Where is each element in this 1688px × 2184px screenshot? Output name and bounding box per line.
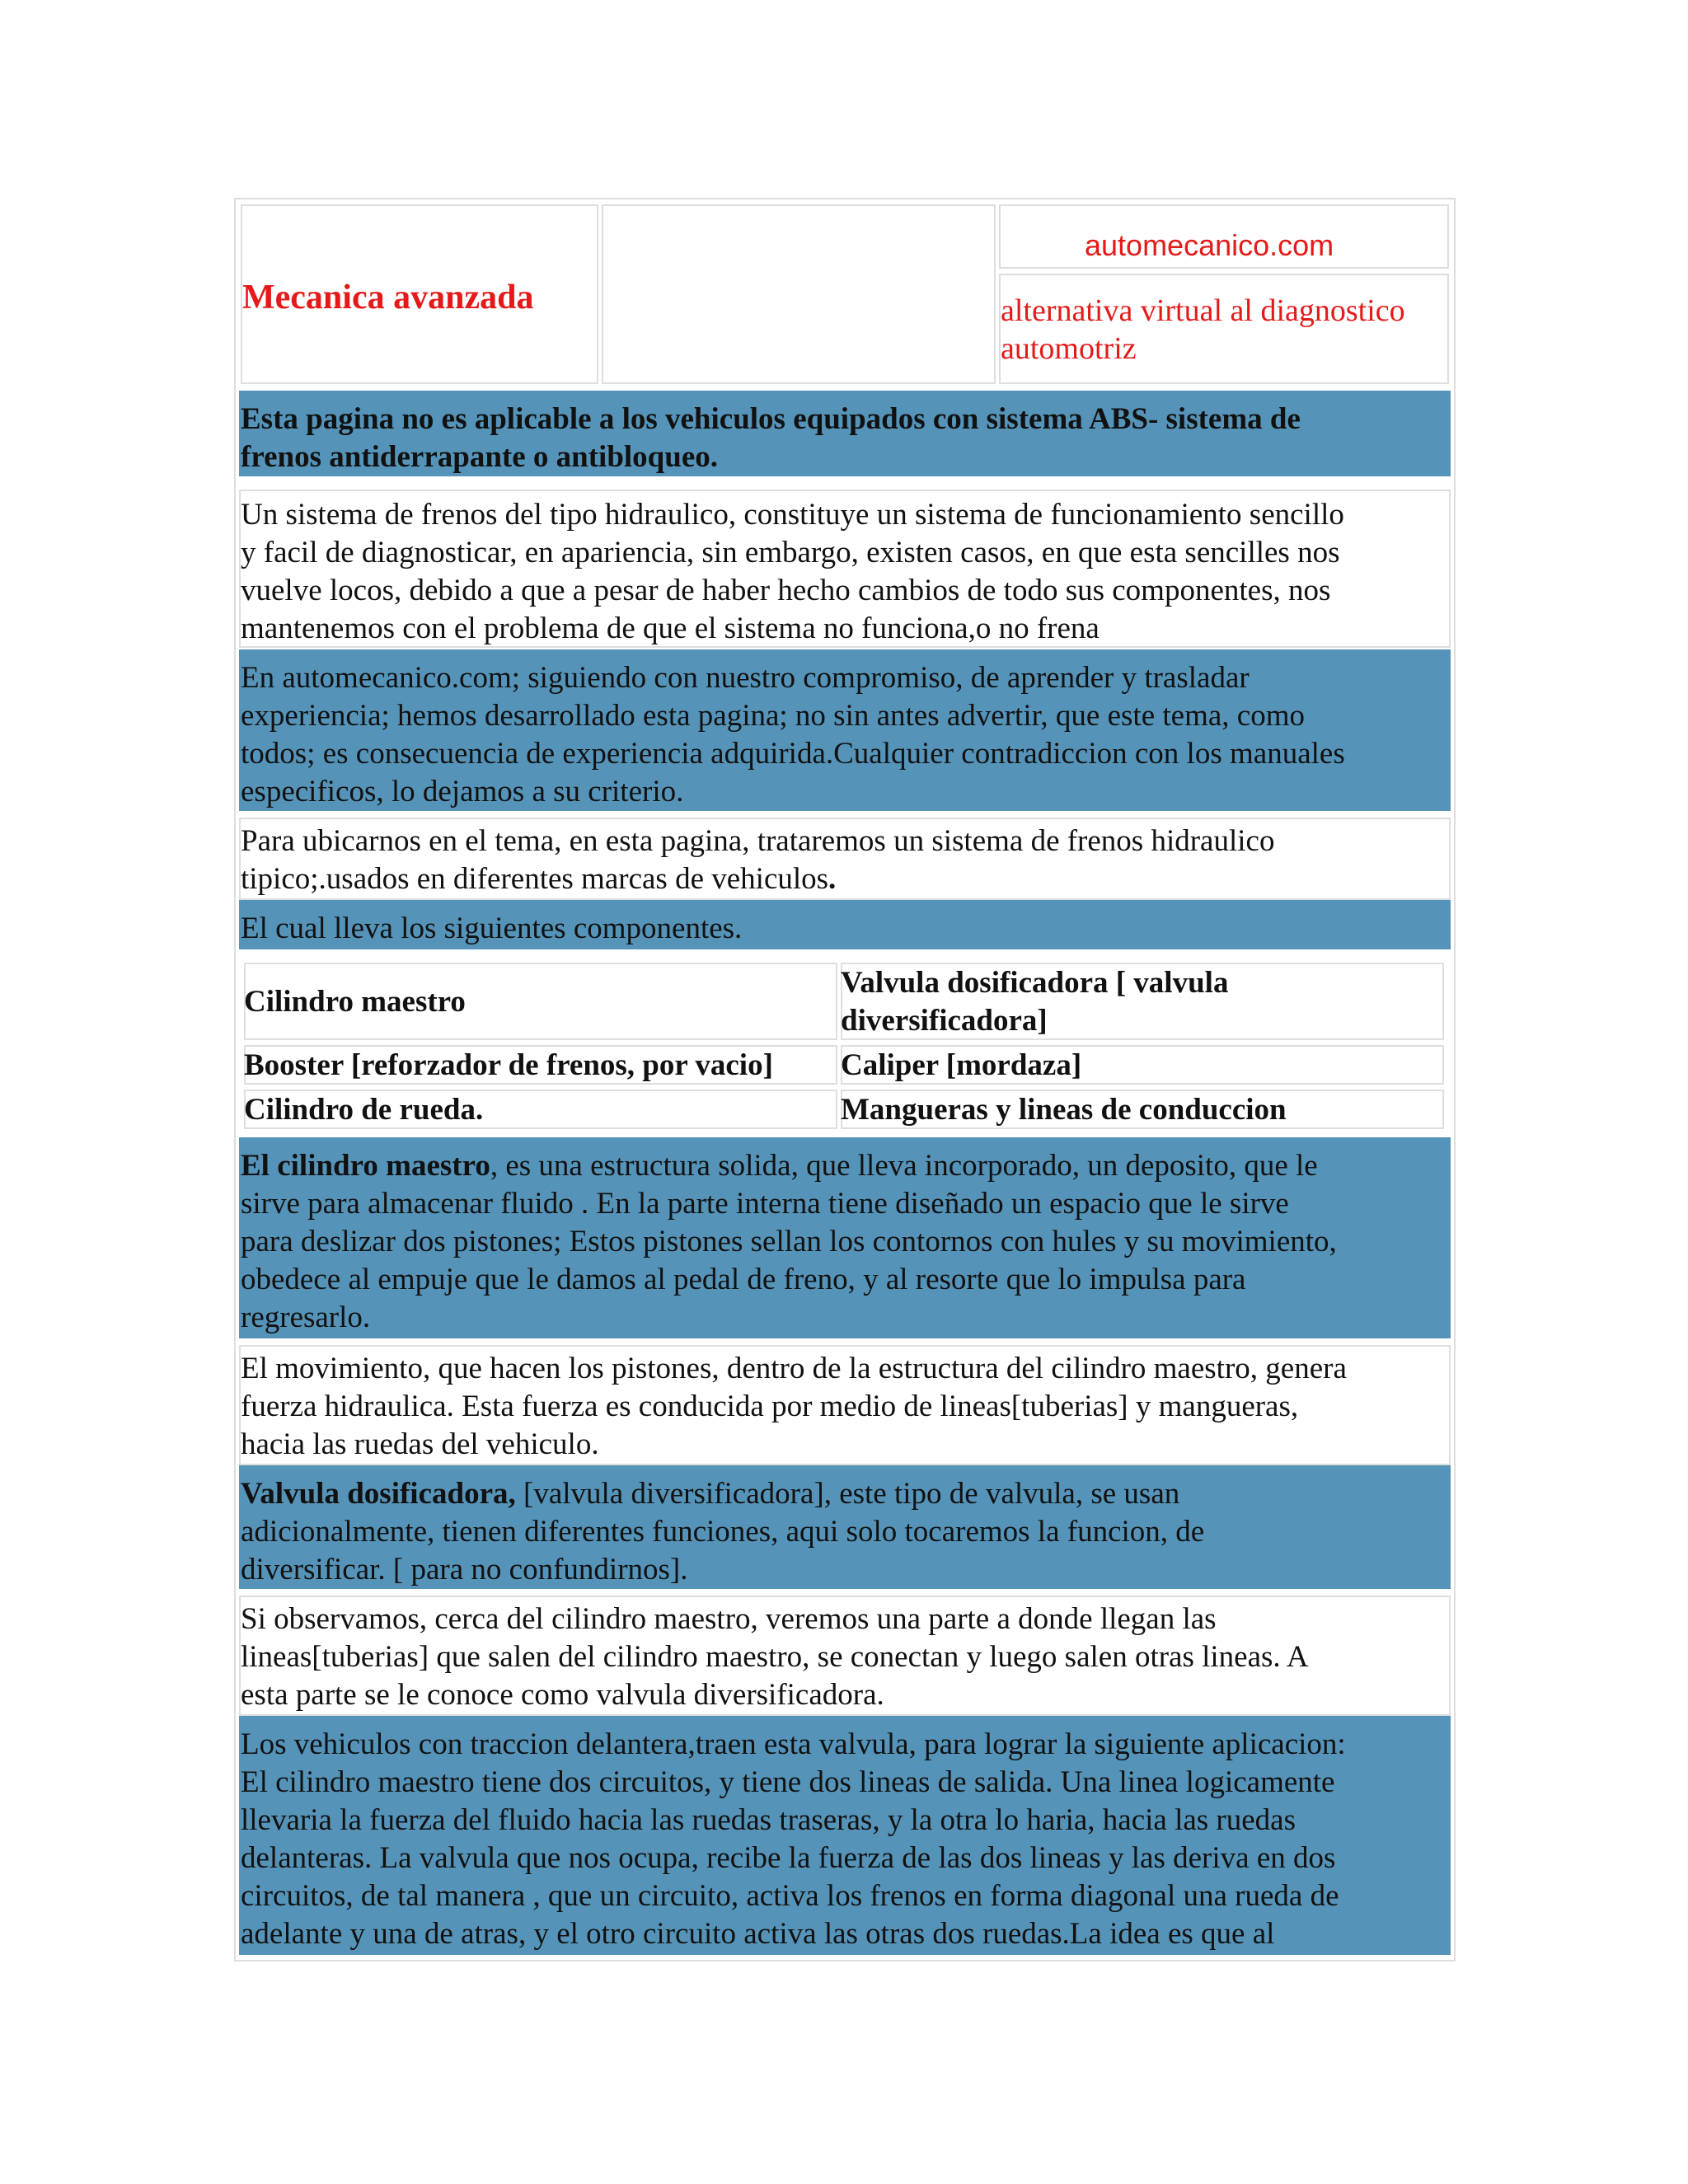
master-cylinder-line-1-rest: , es una estructura solida, que lleva incorporado, un deposito, que le [490,1149,1318,1183]
commitment-line-3: todos; es consecuencia de experiencia adquirida.Cualquier contradiccion con los manuales [241,737,1345,771]
site-name[interactable]: automecanico.com [1085,228,1334,262]
header-empty-cell [602,204,996,384]
intro-line-4: mantenemos con el problema de que el sistema no funciona,o no frena [241,612,1100,645]
front-drive-line-2: El cilindro maestro tiene dos circuitos, y tiene dos lineas de salida. Una linea logicamente [241,1765,1335,1799]
component-valve-line-1: Valvula dosificadora [ valvula [841,966,1229,1000]
front-drive-line-6: adelante y una de atras, y el otro circuito activa las otras dos ruedas.La idea es que al [241,1917,1275,1951]
component-wheel-cylinder: Cilindro de rueda. [244,1093,484,1127]
movement-line-1: El movimiento, que hacen los pistones, dentro de la estructura del cilindro maestro, genera [241,1352,1347,1385]
component-valve-line-2: diversificadora] [841,1004,1048,1038]
front-drive-line-3: llevaria la fuerza del fluido hacia las ruedas traseras, y la otra lo haria, hacia las ruedas [241,1803,1296,1837]
valve-line-1 [241,1475,1179,1513]
component-hoses-lines: Mangueras y lineas de conduccion [841,1093,1287,1127]
site-tagline-line-2: automotriz [1001,331,1137,366]
valve-line-3: diversificar. [ para no confundirnos]. [241,1553,688,1586]
component-booster: Booster [reforzador de frenos, por vacio] [244,1048,773,1082]
intro-line-2: y facil de diagnosticar, en apariencia, sin embargo, existen casos, en que esta sencilles nos [241,536,1340,569]
commitment-line-2: experiencia; hemos desarrollado esta pagina; no sin antes advertir, que este tema, como [241,699,1305,733]
movement-line-3: hacia las ruedas del vehiculo. [241,1427,599,1461]
intro-line-1: Un sistema de frenos del tipo hidraulico, constituye un sistema de funcionamiento sencillo [241,498,1344,532]
component-master-cylinder: Cilindro maestro [244,985,466,1019]
master-cylinder-line-3: para deslizar dos pistones; Estos pistones sellan los contornos con hules y su movimiento, [241,1225,1337,1258]
abs-notice-line-2: frenos antiderrapante o antibloqueo. [241,440,719,474]
commitment-line-4: especificos, lo dejamos a su criterio. [241,775,684,808]
intro-line-3: vuelve locos, debido a que a pesar de haber hecho cambios de todo sus componentes, nos [241,574,1331,607]
front-drive-line-1: Los vehiculos con traccion delantera,traen esta valvula, para lograr la siguiente aplicacion: [241,1727,1346,1761]
topic-line-1: Para ubicarnos en el tema, en esta pagina, trataremos un sistema de frenos hidraulico [241,824,1275,858]
topic-line-2-text: tipico;.usados en diferentes marcas de vehiculos [241,862,829,896]
topic-line-2-end: . [828,862,837,896]
master-cylinder-line-5: regresarlo. [241,1301,371,1334]
site-tagline-line-1: alternativa virtual al diagnostico [1001,293,1405,328]
valve-term: Valvula dosificadora, [241,1477,516,1511]
master-cylinder-line-4: obedece al empuje que le damos al pedal de freno, y al resorte que lo impulsa para [241,1263,1246,1296]
master-cylinder-term: El cilindro maestro [241,1149,490,1183]
page-title: Mecanica avanzada [242,279,534,316]
abs-notice-line-1: Esta pagina no es aplicable a los vehiculos equipados con sistema ABS- sistema de [241,402,1301,436]
observe-line-1: Si observamos, cerca del cilindro maestro, veremos una parte a donde llegan las [241,1602,1217,1636]
component-caliper: Caliper [mordaza] [841,1048,1082,1082]
master-cylinder-line-1 [241,1147,1318,1185]
topic-line-2 [241,860,836,898]
valve-line-1-rest: [valvula diversificadora], este tipo de valvula, se usan [515,1477,1180,1511]
movement-line-2: fuerza hidraulica. Esta fuerza es conducida por medio de lineas[tuberias] y mangueras, [241,1390,1299,1423]
components-intro: El cual lleva los siguientes componentes. [241,912,743,945]
commitment-line-1: En automecanico.com; siguiendo con nuestro compromiso, de aprender y trasladar [241,661,1250,695]
master-cylinder-line-2: sirve para almacenar fluido . En la parte interna tiene diseñado un espacio que le sirve [241,1187,1289,1221]
front-drive-line-4: delanteras. La valvula que nos ocupa, recibe la fuerza de las dos lineas y las deriva en dos [241,1841,1336,1875]
valve-line-2: adicionalmente, tienen diferentes funciones, aqui solo tocaremos la funcion, de [241,1515,1205,1549]
observe-line-3: esta parte se le conoce como valvula diversificadora. [241,1678,884,1712]
front-drive-line-5: circuitos, de tal manera , que un circuito, activa los frenos en forma diagonal una rueda de [241,1879,1339,1913]
observe-line-2: lineas[tuberias] que salen del cilindro maestro, se conectan y luego salen otras lineas. A [241,1640,1309,1674]
